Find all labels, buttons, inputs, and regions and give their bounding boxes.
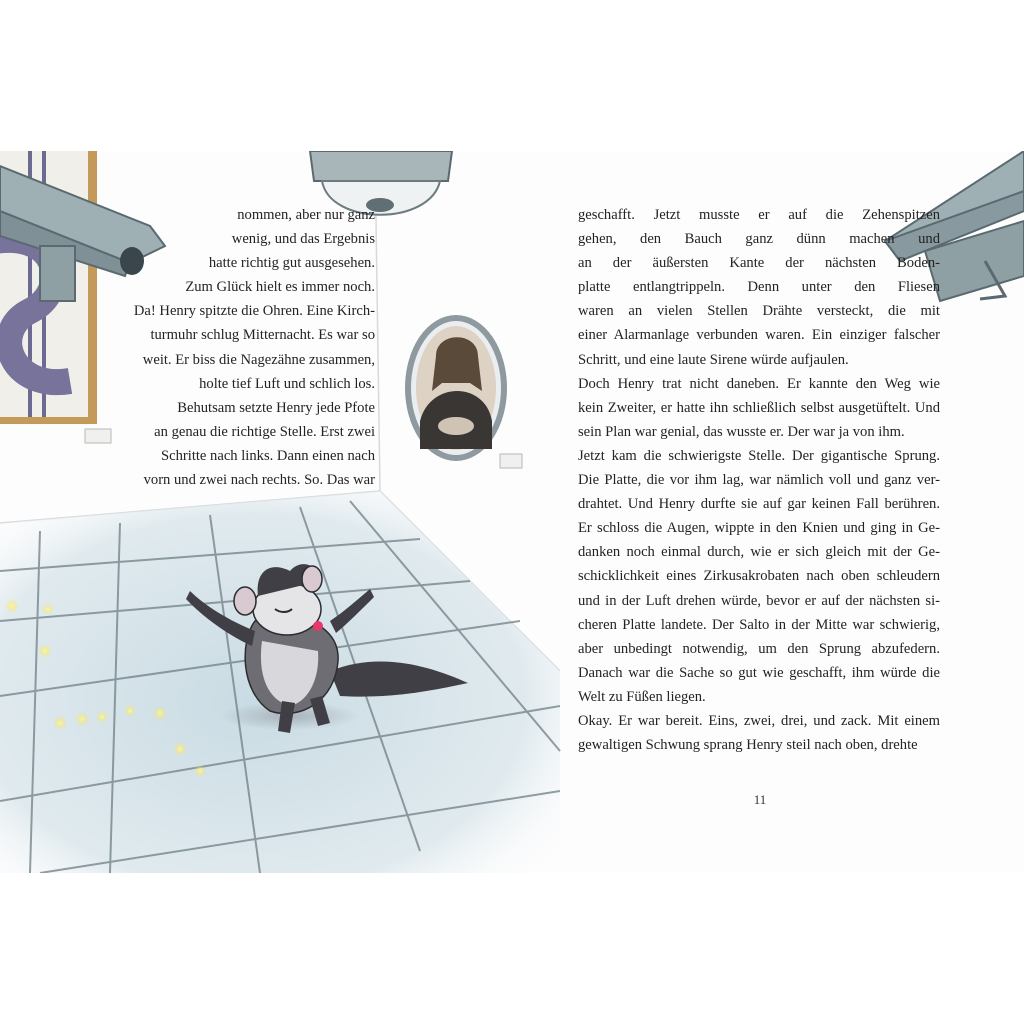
text-line: vorn und zwei nach rechts. So. Das war xyxy=(143,472,375,489)
text-line: Schritt, und eine laute Sirene würde aufjaulen. xyxy=(578,351,849,368)
text-line: wenig, und das Ergebnis xyxy=(231,231,375,248)
text-line: gewaltigen Schwung sprang Henry steil nach oben, drehte xyxy=(578,737,918,754)
text-line: Okay. Er war bereit. Eins, zwei, drei, und zack. Mit einem xyxy=(578,712,940,729)
text-line: hatte richtig gut ausgesehen. xyxy=(208,255,375,272)
text-line: Da! Henry spitzte die Ohren. Eine Kirch- xyxy=(133,303,375,320)
text-line: holte tief Luft und schlich los. xyxy=(199,375,375,392)
portrait-label xyxy=(500,454,522,468)
text-line: schicklichkeit eines Zirkusakrobaten nach oben schleudern xyxy=(578,568,940,585)
oval-portrait xyxy=(408,318,504,458)
text-line: waren an vielen Stellen Drähte versteckt, die mit xyxy=(578,303,940,320)
text-line: Doch Henry trat nicht daneben. Er kannte den Weg wie xyxy=(578,375,940,392)
text-line: Behutsam setzte Henry jede Pfote xyxy=(177,399,375,416)
text-line: einer Alarmanlage verbunden waren. Ein einziger falscher xyxy=(578,327,940,344)
text-line: Danach war die Sache so gut wie geschafft, ihm würde die xyxy=(578,664,940,681)
text-line: kein Zweiter, er hatte ihn schließlich selbst ausgetüftelt. Und xyxy=(578,399,940,416)
text-line: cheren Platte landete. Der Salto in der Mitte war schwierig, xyxy=(578,616,940,633)
book-spread xyxy=(0,151,1024,873)
text-line: drahtet. Und Henry durfte sie auf gar keinen Fall berühren. xyxy=(578,496,940,513)
text-line: turmuhr schlug Mitternacht. Es war so xyxy=(150,327,375,344)
text-line: Er schloss die Augen, wippte in den Knien und ging in Ge- xyxy=(578,520,940,537)
text-line: Schritte nach links. Dann einen nach xyxy=(161,447,375,464)
text-line: an genau die richtige Stelle. Erst zwei xyxy=(154,423,375,440)
text-line: Die Platte, die vor ihm lag, war nämlich voll und ganz ver- xyxy=(578,472,940,489)
text-line: danken noch einmal durch, wie er sich gleich mit der Ge- xyxy=(578,544,940,561)
text-line: weit. Er biss die Nagezähne zusammen, xyxy=(142,351,375,368)
text-line: an der äußersten Kante der nächsten Boden- xyxy=(578,255,940,272)
text-line: Zum Glück hielt es immer noch. xyxy=(185,279,375,296)
text-line: geschafft. Jetzt musste er auf die Zehenspitzen xyxy=(578,207,940,223)
text-line: Welt zu Füßen liegen. xyxy=(578,688,706,705)
text-line: nommen, aber nur ganz xyxy=(237,207,375,223)
text-line: gehen, den Bauch ganz dünn machen und xyxy=(578,231,940,248)
page-number: 11 xyxy=(753,792,767,807)
text-line: sein Plan war genial, das wusste er. Der war ja von ihm. xyxy=(578,423,905,440)
text-line: und in der Luft drehen würde, bevor er auf der nächsten si- xyxy=(578,592,940,609)
text-line: aber unbedingt notwendig, um den Sprung abzufedern. xyxy=(578,640,940,657)
text-line: Jetzt kam die schwierigste Stelle. Der gigantische Sprung. xyxy=(578,447,940,464)
text-line: platte entlangtrippeln. Denn unter den Fliesen xyxy=(578,279,940,296)
right-page-text xyxy=(578,203,940,757)
left-page-text xyxy=(100,203,375,492)
